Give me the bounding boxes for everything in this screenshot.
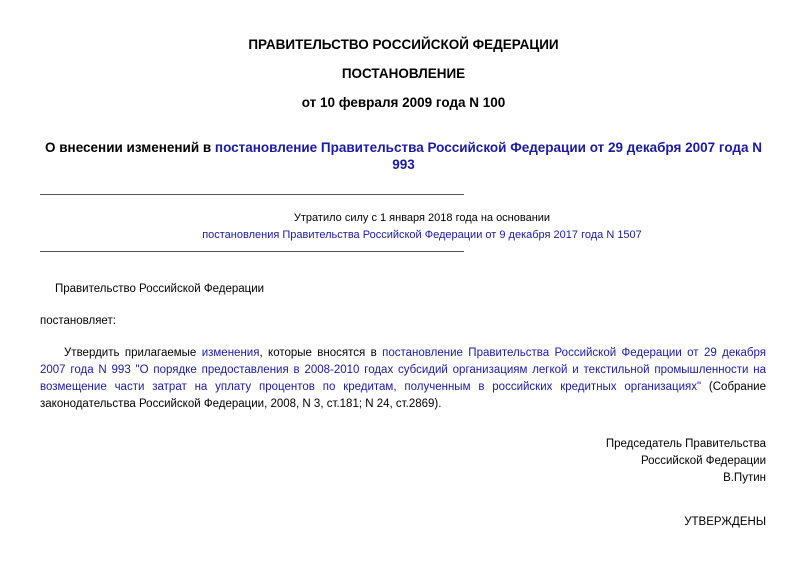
notice-top-divider [40, 194, 464, 195]
issuer-heading: ПРАВИТЕЛЬСТВО РОССИЙСКОЙ ФЕДЕРАЦИИ [248, 37, 559, 52]
notice-bottom-divider [40, 251, 464, 252]
document-date-number: от 10 февраля 2009 года N 100 [301, 95, 506, 110]
government-subject: Правительство Российской Федерации [55, 283, 265, 295]
changes-link[interactable]: изменения [201, 347, 260, 359]
title-amended-act-link[interactable]: постановление Правительства Российской Федерации от 29 декабря 2007 года N 993 [214, 140, 762, 172]
title-prefix: О внесении изменений в [44, 140, 215, 155]
paragraph-middle: , которые вносятся в [259, 347, 383, 359]
document-type-heading: ПОСТАНОВЛЕНИЕ [341, 66, 466, 81]
paragraph-start: Утвердить прилагаемые [64, 347, 202, 359]
paragraph-end: (Собрание законодательства Российской Федерации, 2008, N 3, ст.181; N 24, ст.2869). [40, 381, 766, 410]
repeal-notice-text: Утратило силу с 1 января 2018 года на основании [293, 212, 551, 224]
signatory-name: В.Путин [723, 472, 766, 484]
resolution-paragraph [40, 345, 766, 413]
signatory-title-line2: Российской Федерации [640, 455, 766, 467]
signature-block [606, 436, 766, 487]
approved-label: УТВЕРЖДЕНЫ [684, 516, 766, 528]
signatory-title-line1: Председатель Правительства [605, 438, 766, 450]
amended-act-link[interactable]: постановление Правительства Российской Федерации от 29 декабря 2007 года N 993 "О порядке предоставления в 2008-2010 годах субсидий организациям легкой и текстильной промышленности на возмещение части затрат на уплату процентов по кредитам, полученным в российских кредитных организациях" [40, 347, 766, 393]
repeal-notice-link[interactable]: постановления Правительства Российской Федерации от 9 декабря 2017 года N 1507 [202, 229, 642, 241]
resolves-label: постановляет: [40, 315, 116, 327]
document-title [40, 139, 767, 173]
